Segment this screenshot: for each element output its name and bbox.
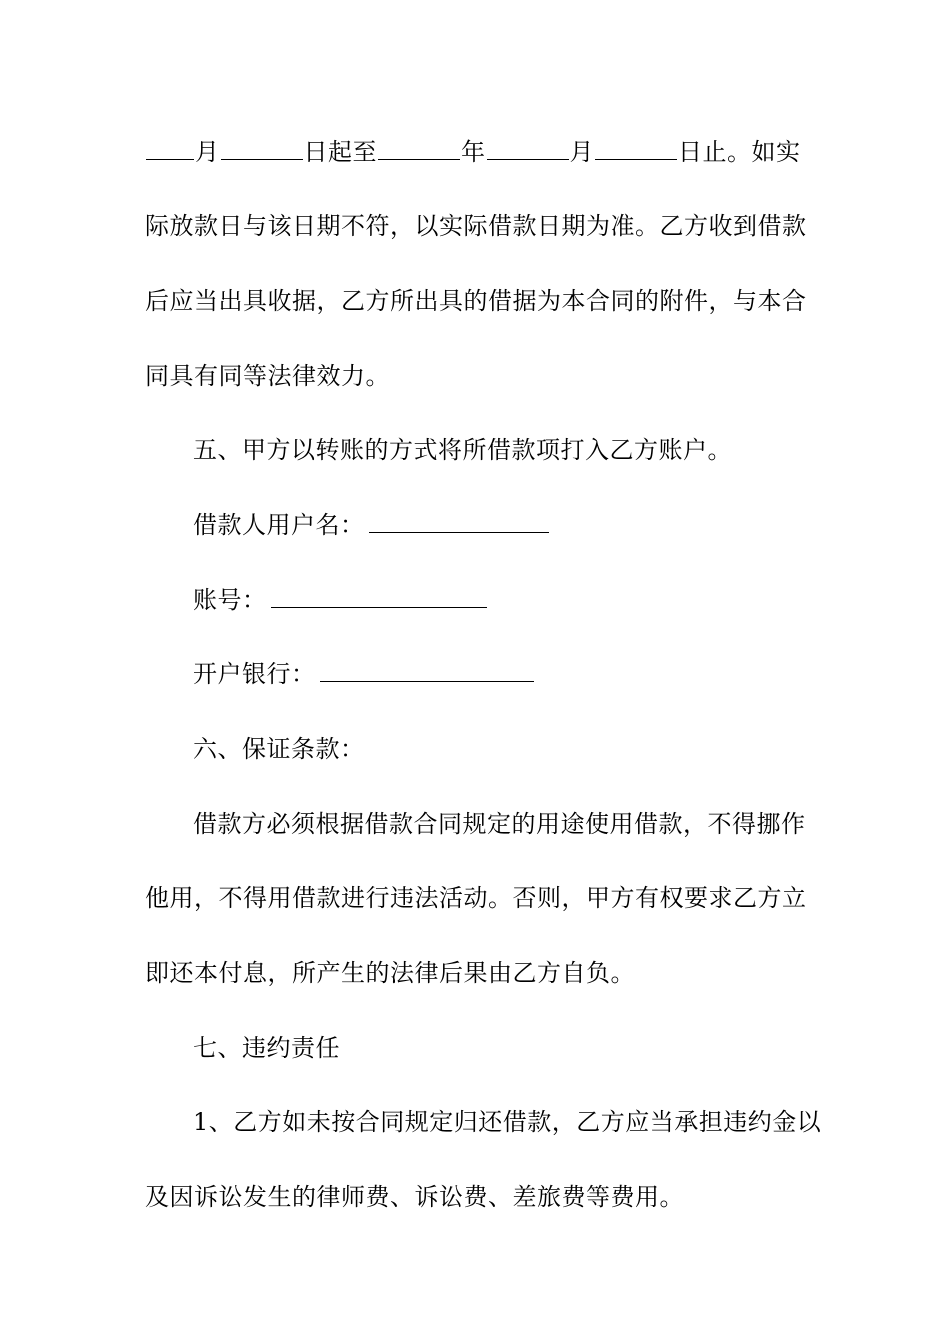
blank-month-1 — [146, 137, 194, 160]
username-blank — [369, 512, 549, 533]
text-year: 年 — [461, 138, 486, 166]
paragraph-line: 即还本付息，所产生的法律后果由乙方自负。 — [145, 959, 635, 987]
clause-5-heading: 五、甲方以转账的方式将所借款项打入乙方账户。 — [193, 436, 732, 464]
account-field-row — [193, 584, 810, 616]
date-range-line — [145, 136, 810, 168]
username-field-row — [193, 509, 810, 541]
blank-day-2 — [595, 137, 677, 160]
text-day-end: 日止。如实 — [678, 138, 801, 166]
bank-field-row — [193, 658, 810, 690]
text-month-2: 月 — [569, 138, 594, 166]
paragraph-line: 1、乙方如未按合同规定归还借款，乙方应当承担违约金以 — [193, 1108, 822, 1136]
bank-blank — [320, 661, 534, 682]
paragraph-line: 借款方必须根据借款合同规定的用途使用借款，不得挪作 — [193, 810, 806, 838]
text-month: 月 — [195, 138, 220, 166]
account-label: 账号： — [193, 586, 267, 614]
paragraph-line: 同具有同等法律效力。 — [145, 362, 390, 390]
text-day-from-to: 日起至 — [303, 138, 377, 166]
paragraph-line: 后应当出具收据，乙方所出具的借据为本合同的附件，与本合 — [145, 287, 807, 315]
paragraph-line: 际放款日与该日期不符，以实际借款日期为准。乙方收到借款 — [145, 212, 807, 240]
clause-6-heading: 六、保证条款： — [193, 735, 365, 763]
paragraph-line: 他用，不得用借款进行违法活动。否则，甲方有权要求乙方立 — [145, 884, 807, 912]
username-label: 借款人用户名： — [193, 511, 365, 539]
blank-year — [378, 137, 460, 160]
paragraph-line: 及因诉讼发生的律师费、诉讼费、差旅费等费用。 — [145, 1183, 684, 1211]
blank-month-2 — [487, 137, 569, 160]
bank-label: 开户银行： — [193, 660, 316, 688]
clause-7-heading: 七、违约责任 — [193, 1034, 340, 1062]
account-blank — [271, 587, 487, 608]
blank-day-1 — [221, 137, 303, 160]
